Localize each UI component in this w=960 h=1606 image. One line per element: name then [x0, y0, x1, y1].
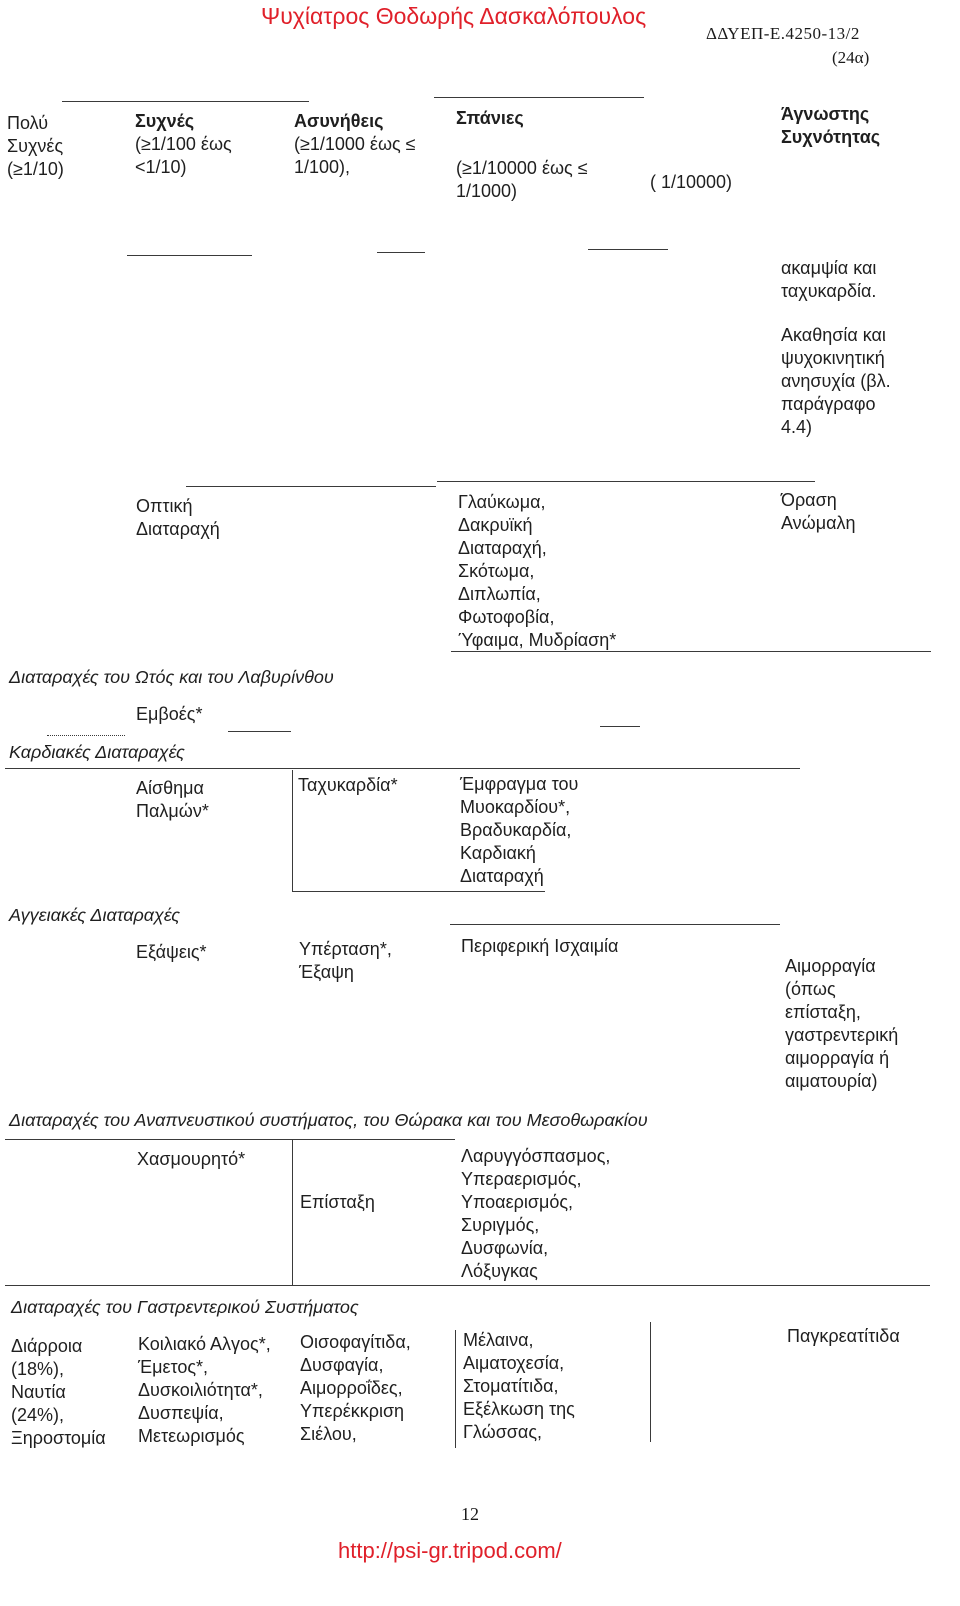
column-uncommon-title: Ασυνήθεις: [294, 111, 384, 131]
page-title: Ψυχίατρος Θοδωρής Δασκαλόπουλος: [261, 3, 647, 29]
header-rule: [588, 249, 668, 250]
page-number: 12: [461, 1504, 479, 1524]
column-common-title: Συχνές: [135, 111, 195, 131]
section-rule: [600, 726, 640, 727]
column-divider: [292, 1140, 293, 1285]
cardiac-common: Αίσθημα Παλμών*: [136, 778, 209, 821]
column-unknown-title: Άγνωστης Συχνότητας: [781, 104, 881, 147]
section-rule: [5, 768, 800, 769]
section-rule: [228, 731, 291, 732]
ear-common: Εμβοές*: [136, 704, 203, 724]
cardiac-rare: Έμφραγμα του Μυοκαρδίου*, Βραδυκαρδία, Καρδιακή Διαταραχή: [460, 774, 579, 886]
header-rule: [62, 101, 309, 102]
top-unknown-2: Ακαθησία και ψυχοκινητική ανησυχία (βλ. παράγραφο 4.4): [781, 325, 891, 437]
top-unknown-1: ακαμψία και ταχυκαρδία.: [781, 258, 877, 301]
column-common-range: (≥1/100 έως <1/10): [135, 134, 232, 177]
header-rule: [434, 97, 644, 98]
section-rule: [5, 1285, 930, 1286]
section-rule: [5, 1139, 455, 1140]
vascular-rare: Περιφερική Ισχαιμία: [461, 936, 619, 956]
column-divider: [292, 770, 293, 892]
header-rule: [127, 255, 252, 256]
respiratory-uncommon: Επίσταξη: [300, 1192, 375, 1212]
footer-link[interactable]: http://psi-gr.tripod.com/: [338, 1538, 562, 1563]
eye-common: Οπτική Διαταραχή: [136, 496, 220, 539]
cardiac-uncommon: Ταχυκαρδία*: [298, 775, 398, 795]
column-rare-title: Σπάνιες: [456, 108, 524, 128]
eye-rare: Γλαύκωμα, Δακρυϊκή Διαταραχή, Σκότωμα, Διπλωπία, Φωτοφοβία, Ύφαιμα, Μυδρίαση*: [458, 492, 617, 650]
section-rule: [450, 924, 780, 925]
gi-heading: Διαταραχές του Γαστρεντερικού Συστήματος: [11, 1297, 359, 1317]
document-code: ΔΔΥΕΠ-Ε.4250-13/2: [706, 24, 860, 43]
header-rule: [377, 252, 425, 253]
column-uncommon-range: (≥1/1000 έως ≤ 1/100),: [294, 134, 416, 177]
column-divider: [650, 1322, 651, 1442]
gi-common: Κοιλιακό Αλγος*, Έμετος*, Δυσκοιλιότητα*, Δυσπεψία, Μετεωρισμός: [138, 1334, 271, 1446]
ear-heading: Διαταραχές του Ωτός και του Λαβυρίνθου: [9, 667, 334, 687]
gi-uncommon: Οισοφαγίτιδα, Δυσφαγία, Αιμορροΐδες, Υπερέκκριση Σιέλου,: [300, 1332, 411, 1444]
vascular-unknown: Αιμορραγία (όπως επίσταξη, γαστρεντερική αιμορραγία ή αιματουρία): [785, 956, 899, 1091]
gi-rare: Μέλαινα, Αιματοχεσία, Στοματίτιδα, Εξέλκωση της Γλώσσας,: [463, 1330, 575, 1442]
cardiac-heading: Καρδιακές Διαταραχές: [9, 742, 185, 762]
vascular-heading: Αγγειακές Διαταραχές: [9, 905, 181, 925]
vascular-uncommon: Υπέρταση*, Έξαψη: [299, 939, 392, 982]
section-rule: [451, 651, 931, 652]
column-rare-range: (≥1/10000 έως ≤ 1/1000): [456, 158, 588, 201]
respiratory-rare: Λαρυγγόσπασμος, Υπεραερισμός, Υποαερισμός, Συριγμός, Δυσφωνία, Λόξυγκας: [461, 1146, 611, 1281]
gi-very-common: Διάρροια (18%), Ναυτία (24%), Ξηροστομία: [11, 1336, 106, 1448]
column-very-common: Πολύ Συχνές (≥1/10): [7, 113, 64, 179]
column-divider: [455, 1330, 456, 1448]
section-rule: [47, 735, 125, 736]
gi-unknown: Παγκρεατίτιδα: [787, 1326, 900, 1346]
vascular-common: Εξάψεις*: [136, 942, 207, 962]
section-rule: [186, 486, 436, 487]
respiratory-common: Χασμουρητό*: [137, 1149, 246, 1169]
section-rule: [437, 481, 815, 482]
document-subcode: (24α): [832, 48, 870, 67]
column-very-rare-range: ( 1/10000): [650, 172, 733, 192]
respiratory-heading: Διαταραχές του Αναπνευστικού συστήματος, του Θώρακα και του Μεσοθωρακίου: [9, 1110, 648, 1130]
eye-unknown: Όραση Ανώμαλη: [781, 490, 856, 533]
section-rule: [292, 891, 545, 892]
